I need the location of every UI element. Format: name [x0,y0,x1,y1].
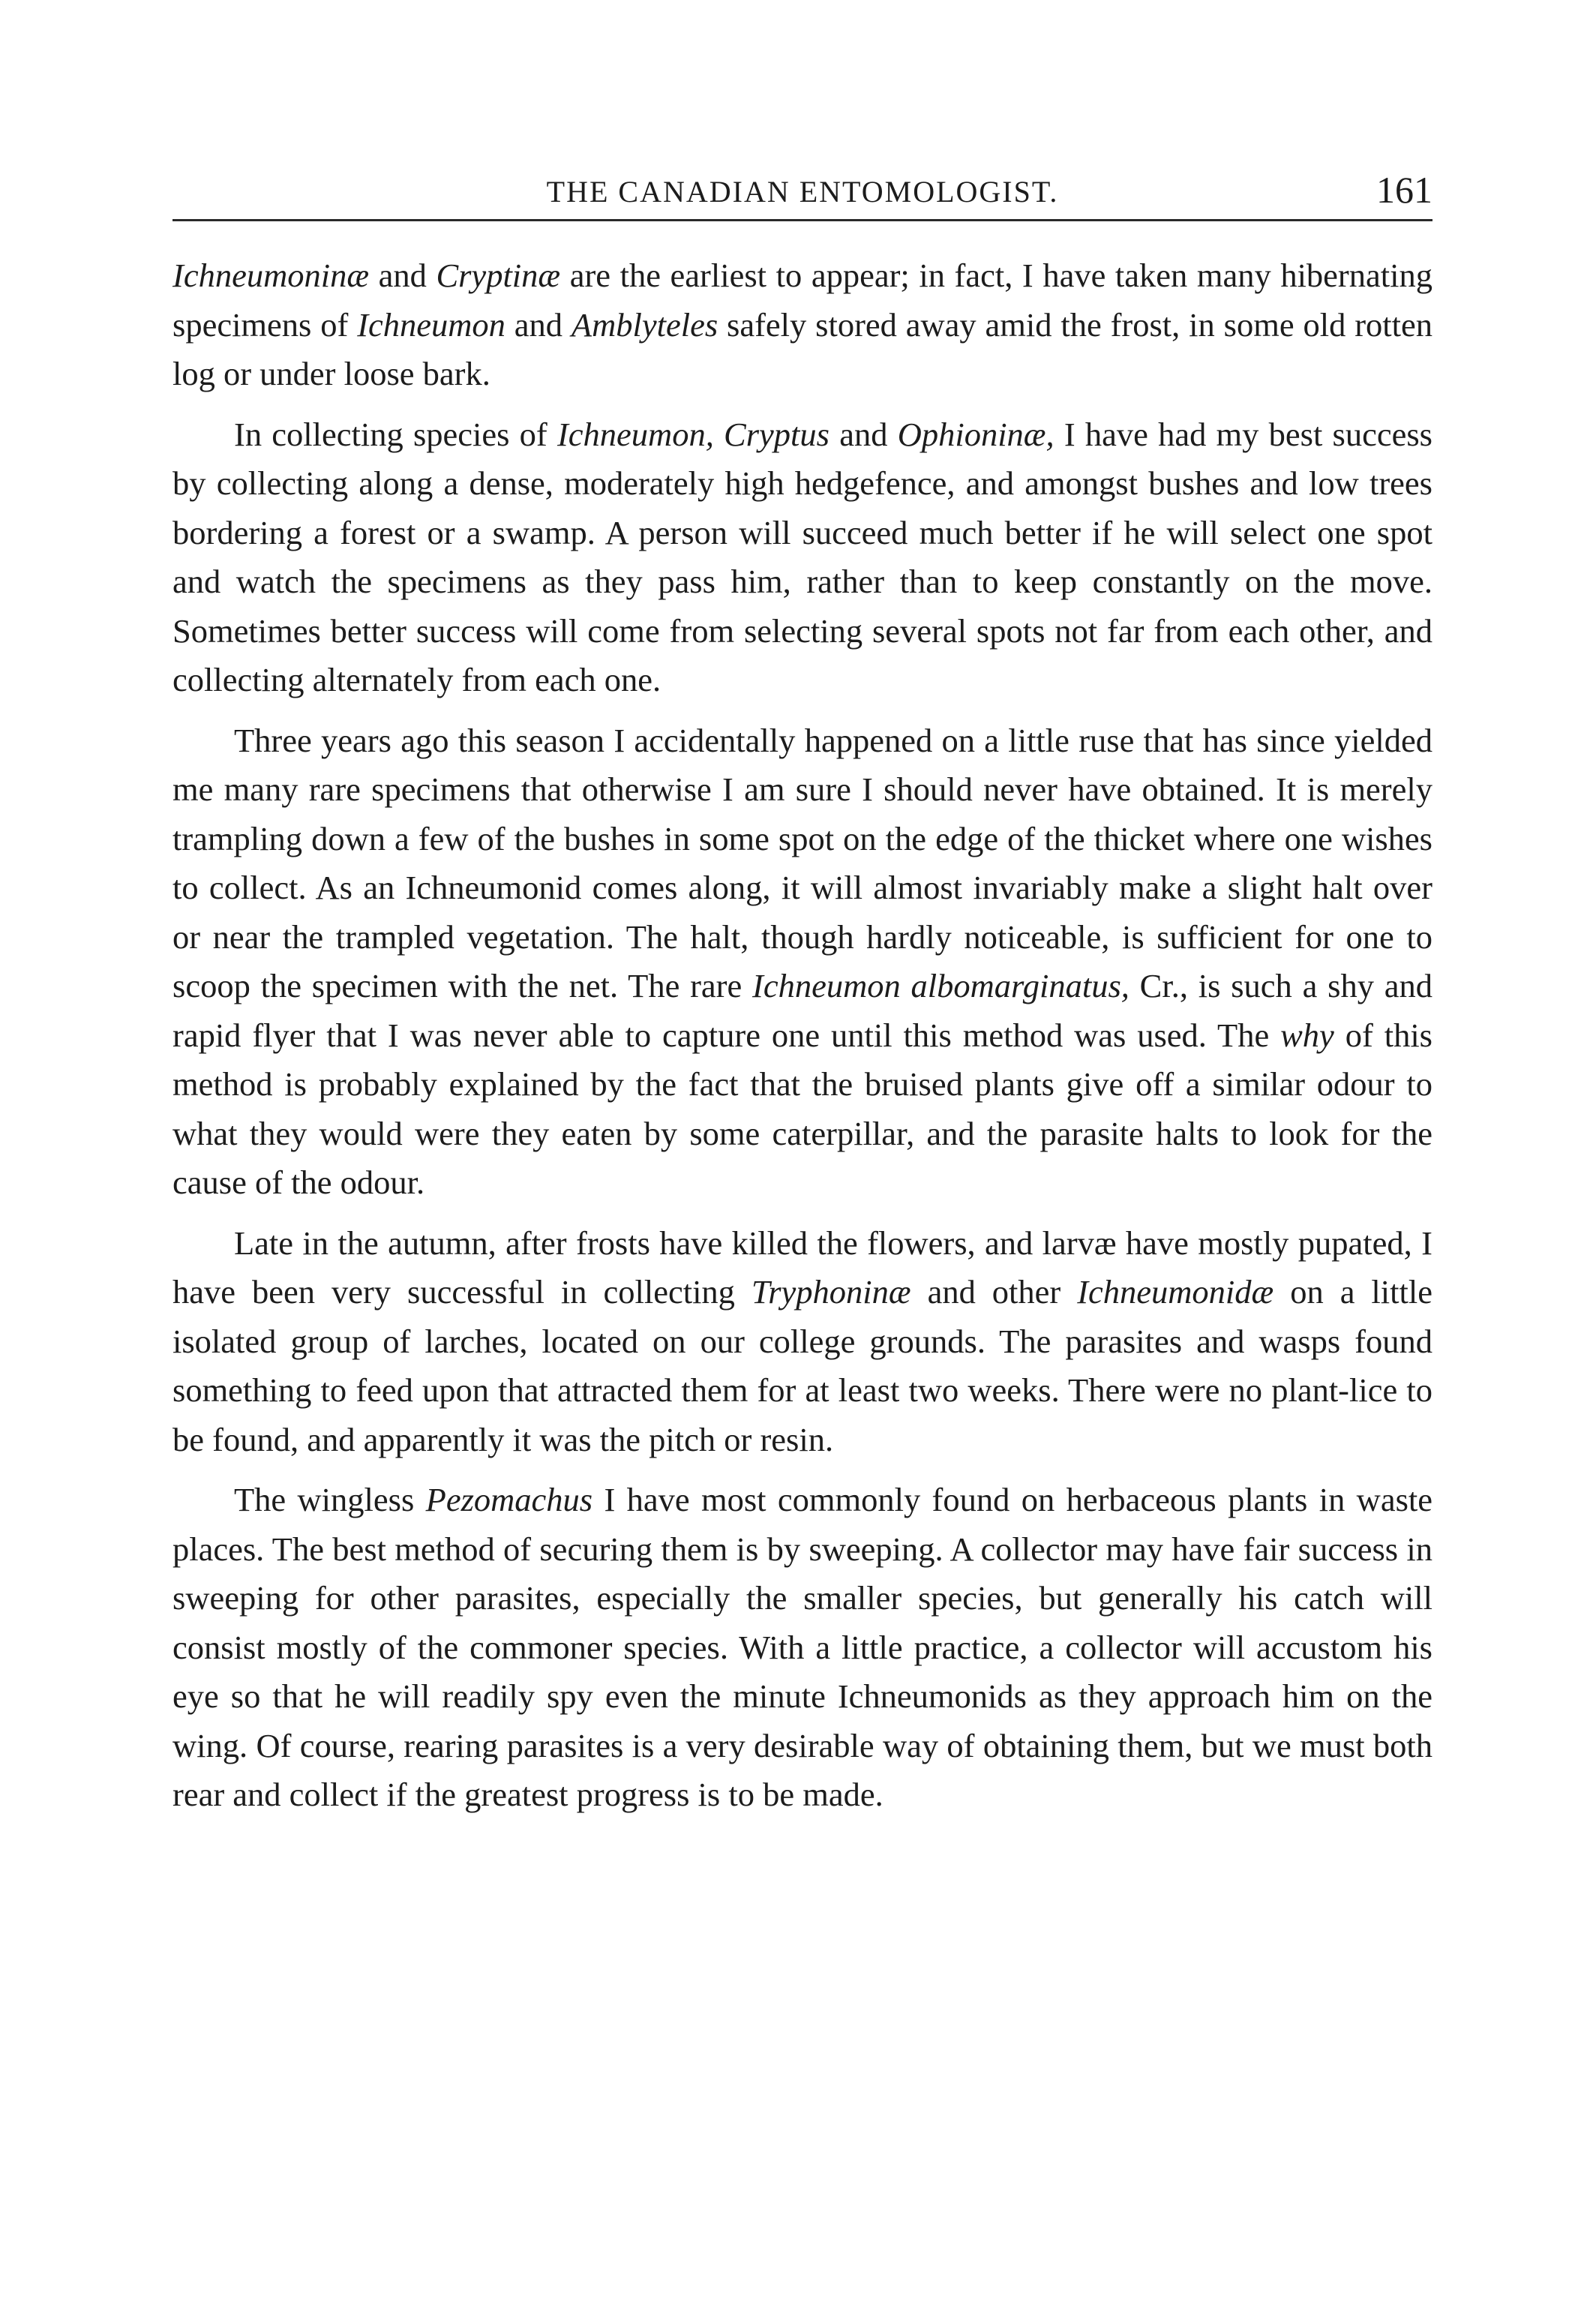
italic-text-run: Cryptus [724,415,830,453]
italic-text-run: Ophioninæ, [897,415,1054,453]
text-run: are the earliest to appear; in fact, I have taken many hibernating specimens of [172,257,1432,344]
text-run: and [505,305,572,344]
text-run: The wingless [234,1481,426,1518]
italic-text-run: Amblyteles [571,305,718,344]
page-number: 161 [1376,169,1432,211]
text-run: and other [910,1273,1078,1311]
text-run: I have had my best success by collecting along a dense, moderately high hedgefence, and amongst bushes and low trees bordering a forest or a swamp. A person will succeed much better if he will select one spot and watch the specimens as they pass him, rather than to keep constantly on the move. Sometimes better success will come from selecting several spots not far from each other, and collecting alternately from each one. [172,415,1432,698]
text-run [714,416,724,453]
italic-text-run: why [1280,1016,1334,1054]
italic-text-run: Ichneumon [357,305,506,344]
text-run: and [369,257,436,294]
paragraph [172,1476,1432,1820]
running-head: THE CANADIAN ENTOMOLOGIST. [546,175,1059,209]
text-run: Late in the autumn, after frosts have killed the flowers, and larvæ have mostly pupated, I have been very successful in collecting [172,1224,1432,1311]
italic-text-run: Ichneumonidæ [1077,1273,1274,1311]
paragraph [172,251,1432,399]
text-run: of this method is probably explained by the fact that the bruised plants give off a similar odour to what they would were they eaten by some caterpillar, and the parasite halts to look for the cause of the odour. [172,1016,1432,1201]
text-run: on a little isolated group of larches, located on our college grounds. The parasites and wasps found something to feed upon that attracted them for at least two weeks. There were no plant-lice to be found, and apparently it was the pitch or resin. [172,1273,1432,1458]
text-run: Cr., is such a shy and rapid flyer that I was never able to capture one until this method was used. The [172,967,1432,1054]
italic-text-run: Tryphoninæ [751,1273,911,1311]
text-run: Three years ago this season I accidentally happened on a little ruse that has since yielded me many rare specimens that otherwise I am sure I should never have obtained. It is merely trampling down a few of the bushes in some spot on the edge of the thicket where one wishes to collect. As an Ichneumonid comes along, it will almost invariably make a slight halt over or near the trampled vegetation. The halt, though hardly noticeable, is sufficient for one to scoop the specimen with the net. The rare [172,721,1432,1004]
italic-text-run: Ichneumoninæ [172,257,370,294]
paragraph [172,716,1432,1208]
italic-text-run: Ichneumon albomarginatus, [752,967,1130,1004]
text-run: I have most commonly found on herbaceous plants in waste places. The best method of securing them is by sweeping. A collector may have fair success in sweeping for other parasites, especially the smaller species, but generally his catch will consist mostly of the commoner species. With a little practice, a collector will accustom his eye so that he will readily spy even the minute Ichneumonids as they approach him on the wing. Of course, rearing parasites is a very desirable way of obtaining them, but we must both rear and collect if the greatest progress is to be made. [172,1481,1432,1813]
italic-text-run: Ichneumon, [556,415,714,453]
paragraph [172,1219,1432,1465]
text-run: In collecting species of [234,415,557,453]
text-run: safely stored away amid the frost, in some old rotten log or under loose bark. [172,305,1432,392]
italic-text-run: Pezomachus [425,1481,593,1518]
italic-text-run: Cryptinæ [436,257,561,294]
text-run: and [829,415,898,453]
page-header [172,170,1432,221]
document-page [172,170,1432,1831]
paragraph [172,410,1432,705]
body-text [172,251,1432,1820]
